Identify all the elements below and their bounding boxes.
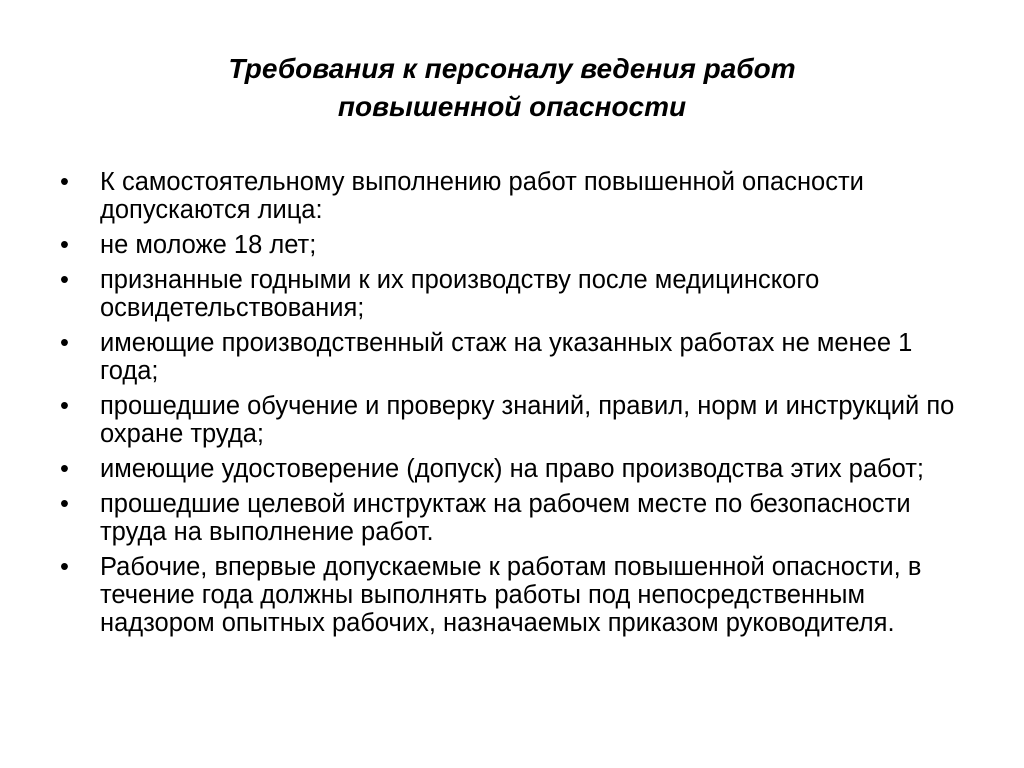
list-item-text: имеющие удостоверение (допуск) на право производства этих работ;: [100, 455, 925, 483]
list-item-text: имеющие производственный стаж на указанных работах не менее 1 года;: [100, 329, 913, 385]
list-item: [60, 553, 960, 637]
slide-title-line-2: повышенной опасности: [337, 91, 687, 122]
list-item: [60, 490, 960, 546]
bullet-icon: •: [60, 266, 69, 294]
list-item: [60, 329, 960, 385]
slide-title-line-1: Требования к персоналу ведения работ: [228, 53, 796, 84]
bullet-icon: •: [60, 329, 69, 357]
list-item-text: Рабочие, впервые допускаемые к работам повышенной опасности, в течение года должны выполнять работы под непосредственным надзором опытных рабочих, назначаемых приказом руководителя.: [100, 553, 922, 637]
list-item: [60, 392, 960, 448]
bullet-icon: •: [60, 231, 69, 259]
list-item: [60, 266, 960, 322]
bullet-icon: •: [60, 455, 69, 483]
slide-title: [0, 50, 1024, 126]
list-item-text: прошедшие целевой инструктаж на рабочем месте по безопасности труда на выполнение работ.: [100, 490, 911, 546]
list-item-text: прошедшие обучение и проверку знаний, правил, норм и инструкций по охране труда;: [100, 392, 955, 448]
list-item-text: признанные годными к их производству после медицинского освидетельствования;: [100, 266, 820, 322]
list-item: [60, 168, 960, 224]
bullet-list: [60, 168, 960, 644]
bullet-icon: •: [60, 168, 69, 196]
list-item-text: не моложе 18 лет;: [100, 231, 317, 259]
bullet-icon: •: [60, 490, 69, 518]
list-item-text: К самостоятельному выполнению работ повышенной опасности допускаются лица:: [100, 168, 864, 224]
list-item: [60, 231, 960, 259]
bullet-icon: •: [60, 392, 69, 420]
list-item: [60, 455, 960, 483]
bullet-icon: •: [60, 553, 69, 581]
